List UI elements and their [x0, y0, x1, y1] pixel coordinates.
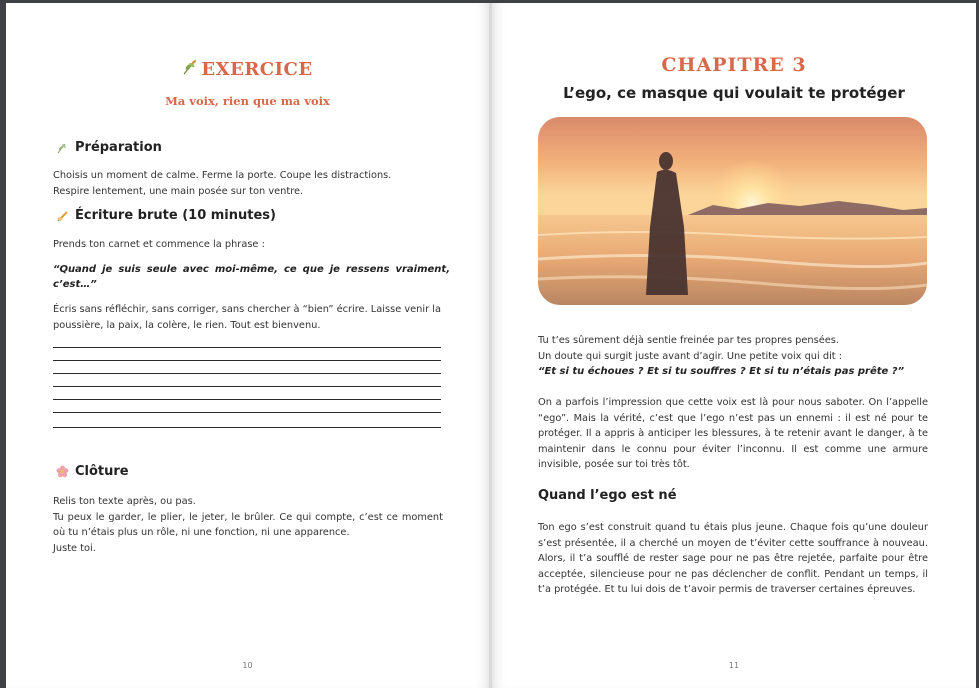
herb-icon [56, 141, 69, 154]
page-number: 11 [728, 661, 740, 670]
intro-line-1: Tu t’es sûrement déjà sentie freinée par tes propres pensées. [538, 335, 840, 346]
chapter-title: L’ego, ce masque qui voulait te protéger [563, 84, 905, 102]
writing-line [53, 399, 441, 400]
preparation-line-1: Choisis un moment de calme. Ferme la porte. Coupe les distractions. [53, 170, 392, 181]
ecriture-instructions: Écris sans réfléchir, sans corriger, sans chercher à “bien” écrire. Laisse venir la poussière, la paix, la colère, le rien. Tout est bienvenu. [53, 304, 441, 331]
exercise-subtitle: Ma voix, rien que ma voix [165, 94, 330, 108]
writing-line [53, 347, 441, 348]
right-page [492, 3, 976, 688]
preparation-heading-text: Préparation [75, 140, 162, 155]
chapter-intro [538, 333, 930, 379]
cloture-line-1: Relis ton texte après, ou pas. [53, 496, 196, 507]
writing-line [53, 412, 441, 413]
writing-line [53, 373, 441, 374]
exercise-title-text: EXERCICE [201, 59, 313, 80]
preparation-line-2: Respire lentement, une main posée sur ton ventre. [53, 185, 304, 197]
cloture-line-3: Juste toi. [53, 542, 96, 554]
sunset-beach-photo [538, 117, 927, 305]
ecriture-heading [56, 208, 276, 223]
ecriture-quote: “Quand je suis seule avec moi-même, ce que je ressens vraiment, c’est…” [53, 264, 450, 290]
cloture-heading [56, 464, 129, 479]
preparation-heading [56, 140, 162, 155]
section-subheading: Quand l’ego est né [538, 488, 677, 503]
ecriture-intro: Prends ton carnet et commence la phrase : [53, 239, 265, 250]
writing-line [53, 386, 441, 387]
intro-line-2: Un doute qui surgit juste avant d’agir. Une petite voix qui dit : [538, 350, 843, 362]
page-number: 10 [242, 661, 253, 670]
cloture-text [53, 494, 443, 556]
exercise-title [6, 59, 489, 80]
paragraph-1: On a parfois l’impression que cette voix est là pour nous saboter. On l’appelle “ego”. Mais la vérité, c’est que l’ego n’est pas un ennemi : il est né pour te protéger. Il a appris à anticiper les blessures, à te retenir avant le danger, à te maintenir dans le connu pour éviter l’inconnu. Il est comme une armure invisible, posée sur toi très tôt. [538, 397, 928, 470]
blossom-icon [56, 465, 69, 478]
cloture-heading-text: Clôture [75, 464, 129, 479]
writing-hand-icon [56, 209, 69, 222]
ecriture-heading-text: Écriture brute (10 minutes) [75, 208, 276, 223]
paragraph-2: Ton ego s’est construit quand tu étais plus jeune. Chaque fois qu’une douleur s’est présentée, il a cherché un moyen de t’éviter cette souffrance à nouveau. Alors, il t’a soufflé de rester sage pour ne pas être rejetée, parfaite pour être acceptée, silencieuse pour ne pas déclencher de conflit. Pendant un temps, il t’a protégée. Et tu lui dois de t’avoir permis de traverser certaines épreuves. [538, 522, 928, 595]
writing-line [53, 360, 441, 361]
left-page [6, 3, 489, 688]
cloture-line-2: Tu peux le garder, le plier, le jeter, le brûler. Ce qui compte, c’est ce moment où tu n’étais plus un rôle, ni une fonction, ni une apparence. [53, 511, 443, 538]
herb-icon [182, 59, 198, 80]
intro-quote: “Et si tu échoues ? Et si tu souffres ? Et si tu n’étais pas prête ?” [538, 366, 905, 377]
chapter-label: CHAPITRE 3 [661, 54, 807, 76]
writing-line [53, 427, 441, 428]
preparation-text [53, 168, 443, 199]
